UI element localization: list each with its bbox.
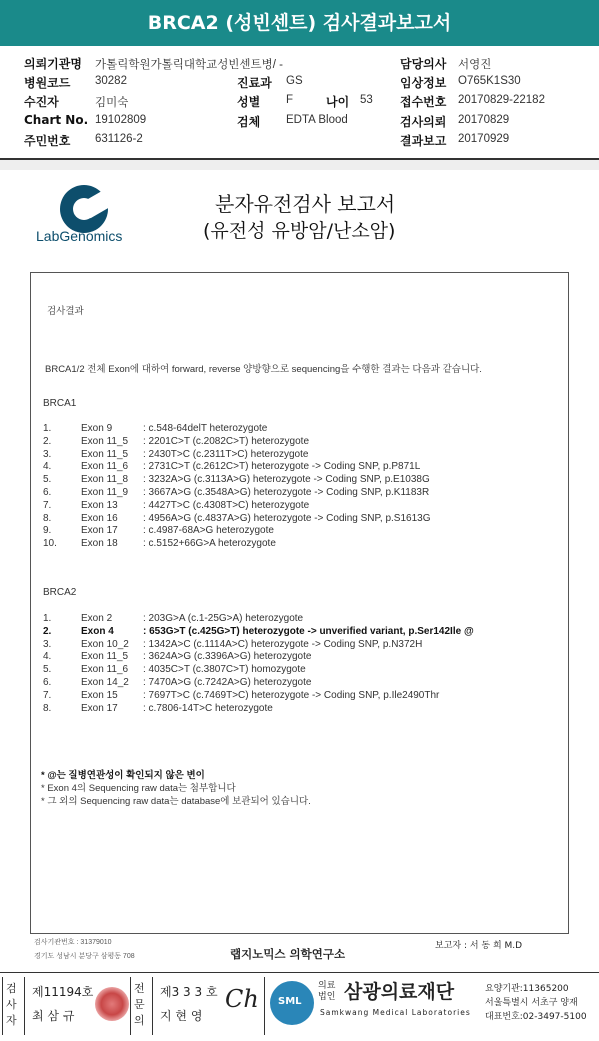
variant-num: 1.: [43, 613, 52, 624]
specimen-value: EDTA Blood: [286, 114, 348, 126]
variant-exon: Exon 17: [81, 702, 118, 714]
variant-row: [31, 626, 568, 639]
note-2: * Exon 4의 Sequencing raw data는 첨부합니다: [41, 783, 236, 794]
variant-num: 7.: [43, 689, 52, 701]
variant-result: : 4427T>C (c.4308T>C) heterozygote: [143, 499, 310, 511]
report-date-label: 결과보고: [400, 134, 447, 148]
variant-row: [31, 538, 568, 551]
variant-exon: Exon 11_9: [81, 487, 129, 498]
variant-exon: Exon 18: [81, 538, 118, 550]
foundation-address: 서울특별시 서초구 양재: [485, 998, 578, 1008]
variant-num: 6.: [43, 677, 52, 688]
resident-value: 631126-2: [95, 133, 143, 145]
variant-num: 9.: [43, 525, 52, 537]
variant-row: [31, 613, 568, 626]
foundation-phone: 대표번호:02-3497-5100: [485, 1012, 587, 1022]
report-title-bar: [0, 0, 599, 46]
chart-value: 19102809: [95, 114, 147, 126]
variant-result: : 1342A>C (c.1114A>C) heterozygote -> Coding SNP, p.N372H: [143, 638, 423, 650]
variant-result: : c.548-64delT heterozygote: [143, 423, 268, 434]
request-value: 20170829: [458, 114, 510, 126]
foundation-prefix: 의료법인: [318, 981, 336, 1002]
foundation-english-name: Samkwang Medical Laboratories: [320, 1008, 471, 1017]
variant-num: 5.: [43, 474, 52, 486]
variant-exon: Exon 11_6: [81, 461, 129, 473]
report-title-line2: (유전성 유방암/난소암): [203, 220, 396, 242]
brca2-heading: BRCA2: [43, 587, 77, 598]
variant-row: [31, 651, 568, 664]
collector-label: 수진자: [24, 95, 59, 109]
variant-result: : c.4987-68A>G heterozygote: [143, 525, 274, 537]
section-divider: [0, 160, 599, 170]
variant-exon: Exon 11_5: [81, 435, 129, 447]
variant-exon: Exon 14_2: [81, 677, 129, 688]
clinical-value: O765K1S30: [458, 75, 521, 87]
clinical-label: 임상정보: [400, 76, 447, 90]
note-1: * @는 질병연관성이 확인되지 않은 변이: [41, 770, 205, 781]
variant-row: [31, 500, 568, 513]
report-title: BRCA2 (성빈센트) 검사결과보고서: [147, 12, 452, 34]
variant-exon: Exon 9: [81, 423, 113, 434]
variant-row: [31, 677, 568, 690]
scanned-report-page: [0, 170, 599, 970]
variant-row: [31, 690, 568, 703]
variant-result: : 653G>T (c.425G>T) heterozygote -> unverified variant, p.Ser142Ile @: [143, 625, 474, 637]
variant-row: [31, 423, 568, 436]
verifier-label: 검사자: [6, 982, 17, 1027]
doctor-label: 담당의사: [400, 57, 447, 71]
lab-name: 랩지노믹스 의학연구소: [230, 947, 346, 961]
variant-row: [31, 449, 568, 462]
receipt-value: 20170829-22182: [458, 94, 545, 106]
certification-footer: [0, 972, 599, 1041]
brca2-variant-list: [31, 613, 568, 718]
variant-num: 2.: [43, 435, 52, 447]
variant-row: [31, 474, 568, 487]
variant-result: : 7697T>C (c.7469T>C) heterozygote -> Coding SNP, p.Ile2490Thr: [143, 689, 440, 701]
variant-row: [31, 487, 568, 500]
section-label: 검사결과: [47, 306, 84, 317]
report-date-value: 20170929: [458, 133, 510, 145]
receipt-label: 접수번호: [400, 95, 447, 109]
signature: Ch: [225, 985, 259, 1013]
variant-result: : 3624A>G (c.3396A>G) heterozygote: [143, 651, 312, 663]
reporter: 보고자 : 서 동 희 M.D: [435, 941, 523, 951]
variant-num: 1.: [43, 423, 52, 434]
variant-row: [31, 461, 568, 474]
lab-address: 경기도 성남시 분당구 삼평동 708: [34, 953, 135, 960]
institution-label: 의뢰기관명: [24, 57, 82, 71]
variant-num: 3.: [43, 638, 52, 650]
patient-info-panel: [0, 46, 599, 160]
variant-result: : 2201C>T (c.2082C>T) heterozygote: [143, 435, 310, 447]
dept-value: GS: [286, 75, 303, 87]
chart-label: Chart No.: [24, 113, 89, 127]
variant-exon: Exon 11_5: [81, 651, 129, 663]
variant-row: [31, 664, 568, 677]
variant-result: : c.7806-14T>C heterozygote: [143, 702, 273, 714]
variant-row: [31, 436, 568, 449]
age-label: 나이: [326, 95, 350, 109]
variant-exon: Exon 17: [81, 525, 118, 537]
labgenomics-logo-text: LabGenomics: [36, 228, 123, 244]
variant-num: 8.: [43, 702, 52, 714]
sex-value: F: [286, 94, 294, 106]
variant-num: 7.: [43, 499, 52, 511]
variant-num: 6.: [43, 487, 52, 498]
official-seal-icon: [95, 987, 129, 1021]
variant-exon: Exon 10_2: [81, 638, 129, 650]
variant-result: : 2731C>T (c.2612C>T) heterozygote -> Coding SNP, p.P871L: [143, 461, 421, 473]
variant-result: : 4956A>G (c.4837A>G) heterozygote -> Coding SNP, p.S1613G: [143, 512, 431, 524]
variant-result: : c.5152+66G>A heterozygote: [143, 538, 276, 550]
foundation-name: 삼광의료재단: [344, 981, 455, 1003]
variant-exon: Exon 11_6: [81, 664, 129, 676]
resident-label: 주민번호: [24, 134, 71, 148]
variant-result: : 2430T>C (c.2311T>C) heterozygote: [143, 448, 309, 460]
specimen-label: 검체: [237, 115, 261, 129]
variant-result: : 4035C>T (c.3807C>T) homozygote: [143, 664, 306, 676]
variant-row: [31, 513, 568, 526]
verifier-name: 최 삼 규: [32, 1009, 75, 1023]
variant-result: : 7470A>G (c.7242A>G) heterozygote: [143, 677, 312, 688]
sml-logo-text: SML: [278, 996, 302, 1007]
variant-exon: Exon 13: [81, 499, 118, 511]
variant-num: 2.: [43, 625, 52, 637]
variant-exon: Exon 16: [81, 512, 118, 524]
variant-result: : 3232A>G (c.3113A>G) heterozygote -> Coding SNP, p.E1038G: [143, 474, 430, 486]
specialist-license: 제3 3 3 호: [160, 985, 218, 999]
results-box: [30, 272, 569, 934]
verifier-license: 제11194호: [32, 985, 94, 999]
variant-num: 8.: [43, 512, 52, 524]
variant-num: 5.: [43, 664, 52, 676]
variant-result: : 3667A>G (c.3548A>G) heterozygote -> Coding SNP, p.K1183R: [143, 487, 430, 498]
variant-num: 10.: [43, 538, 57, 550]
variant-row: [31, 703, 568, 716]
specialist-name: 지 현 영: [160, 1009, 203, 1023]
variant-exon: Exon 4: [81, 625, 114, 637]
hospital-code-value: 30282: [95, 75, 127, 87]
note-3: * 그 외의 Sequencing raw data는 database에 보관되어 있습니다.: [41, 796, 311, 807]
variant-result: : 203G>A (c.1-25G>A) heterozygote: [143, 613, 304, 624]
specialist-label: 전문의: [134, 982, 145, 1027]
doctor-value: 서영진: [458, 59, 492, 71]
dept-label: 진료과: [237, 76, 272, 90]
variant-row: [31, 525, 568, 538]
collector-value: 김미숙: [95, 97, 129, 109]
lab-registration-number: 검사기관번호 : 31379010: [34, 939, 112, 946]
brca1-variant-list: [31, 423, 568, 553]
intro-text: BRCA1/2 전체 Exon에 대하여 forward, reverse 양방향으로 sequencing을 수행한 결과는 다음과 같습니다.: [45, 364, 482, 375]
variant-row: [31, 639, 568, 652]
variant-exon: Exon 2: [81, 613, 113, 624]
variant-exon: Exon 11_5: [81, 448, 129, 460]
report-title-line1: 분자유전검사 보고서: [215, 192, 396, 216]
variant-num: 4.: [43, 461, 52, 473]
request-label: 검사의뢰: [400, 115, 447, 129]
hospital-code-label: 병원코드: [24, 76, 71, 90]
variant-exon: Exon 11_8: [81, 474, 129, 486]
sex-label: 성별: [237, 95, 261, 109]
institution-value: 가톨릭학원가톨릭대학교성빈센트병/ -: [95, 59, 283, 71]
variant-num: 4.: [43, 651, 52, 663]
care-institution-number: 요양기관:11365200: [485, 984, 569, 994]
variant-exon: Exon 15: [81, 689, 118, 701]
brca1-heading: BRCA1: [43, 398, 77, 409]
variant-num: 3.: [43, 448, 52, 460]
age-value: 53: [360, 94, 373, 106]
